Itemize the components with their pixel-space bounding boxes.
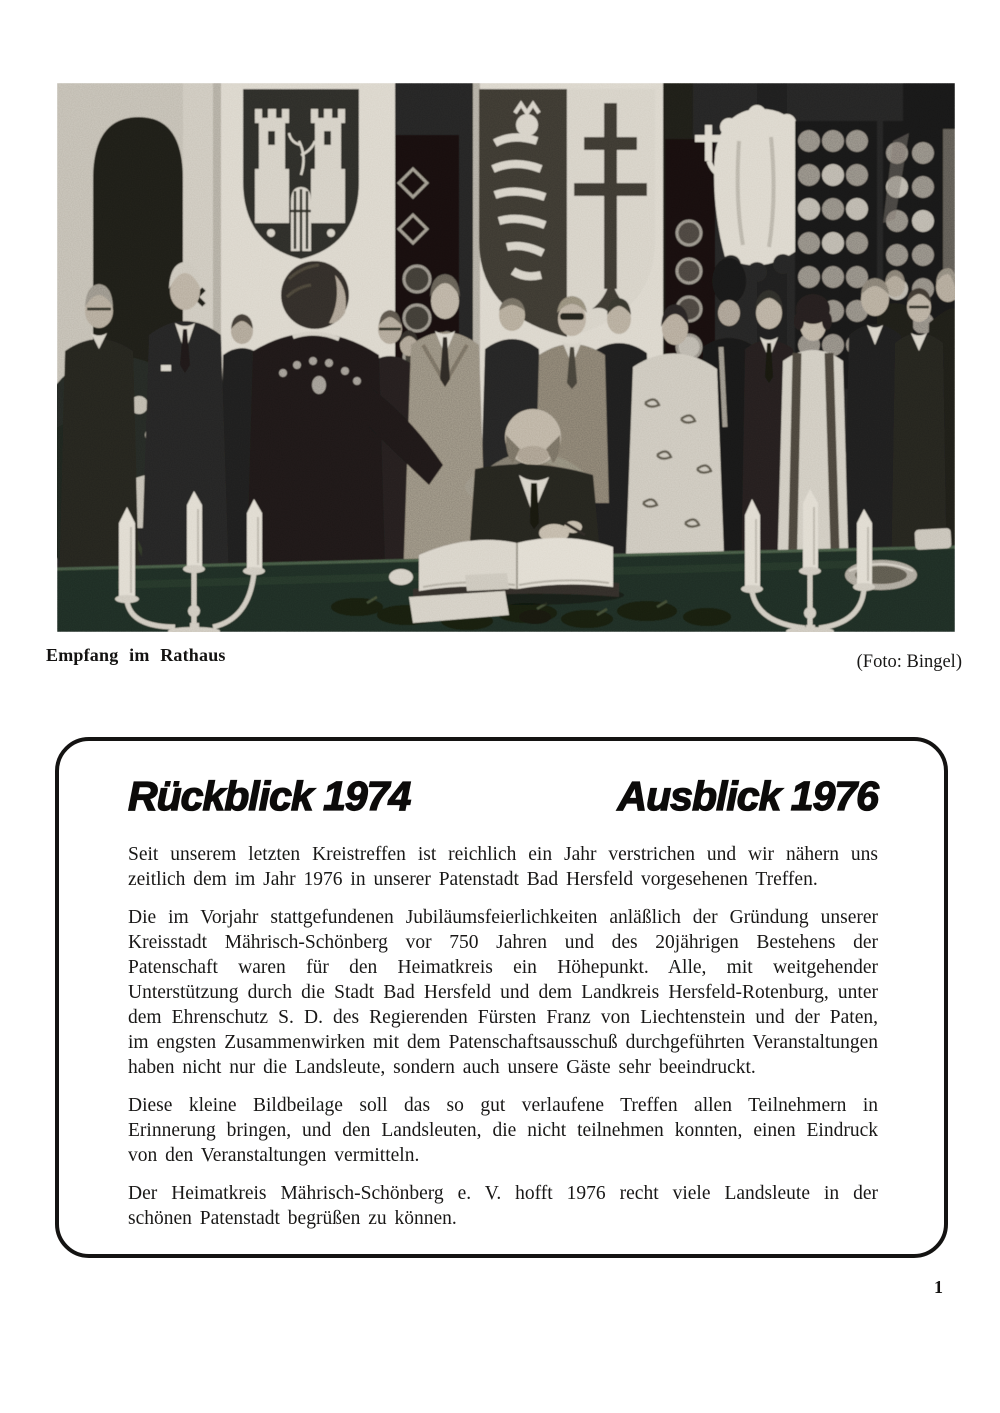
caption-row <box>46 645 962 673</box>
headline-left: Rückblick 1974 <box>128 773 411 819</box>
grain-overlay <box>57 83 955 632</box>
paragraph: Diese kleine Bildbeilage soll das so gut verlaufene Treffen allen Teilnehmern in Erinnerung bringen, und den Landsleuten, die nicht teilnehmen konnten, einen Eindruck von den Veranstaltungen vermitteln. <box>128 1095 878 1166</box>
article-body <box>128 842 878 1231</box>
paragraph: Seit unserem letzten Kreistreffen ist reichlich ein Jahr verstrichen und wir nähern uns zeitlich dem im Jahr 1976 in unserer Patenstadt Bad Hersfeld vorgesehenen Treffen. <box>128 844 878 890</box>
paragraph: Die im Vorjahr stattgefundenen Jubiläumsfeierlichkeiten anläßlich der Gründung unserer Kreisstadt Mährisch-Schönberg vor 750 Jahren und des 20jährigen Bestehens der Patenschaft waren für den Heimatkreis ein Höhepunkt. Alle, mit weitgehender Unterstützung durch die Stadt Bad Hersfeld und dem Landkreis Hersfeld-Rotenburg, unter dem Ehrenschutz S. D. des Regierenden Fürsten Franz von Liechtenstein und der Paten, im engsten Zusammenwirken mit dem Patenschaftsausschuß durchgeführten Veranstaltungen haben nicht nur die Landsleute, sondern auch unsere Gäste sehr beeindruckt. <box>128 907 878 1078</box>
article-box <box>55 737 948 1258</box>
page-number: 1 <box>934 1277 943 1297</box>
photo-illustration <box>57 83 955 632</box>
photo <box>57 83 955 632</box>
photo-credit: (Foto: Bingel) <box>856 652 962 672</box>
photo-caption: Empfang im Rathaus <box>46 645 226 665</box>
paragraph: Der Heimatkreis Mährisch-Schönberg e. V. hofft 1976 recht viele Landsleute in der schönen Patenstadt begrüßen zu können. <box>128 1183 878 1229</box>
headline <box>128 773 878 820</box>
headline-right: Ausblick 1976 <box>617 773 878 819</box>
